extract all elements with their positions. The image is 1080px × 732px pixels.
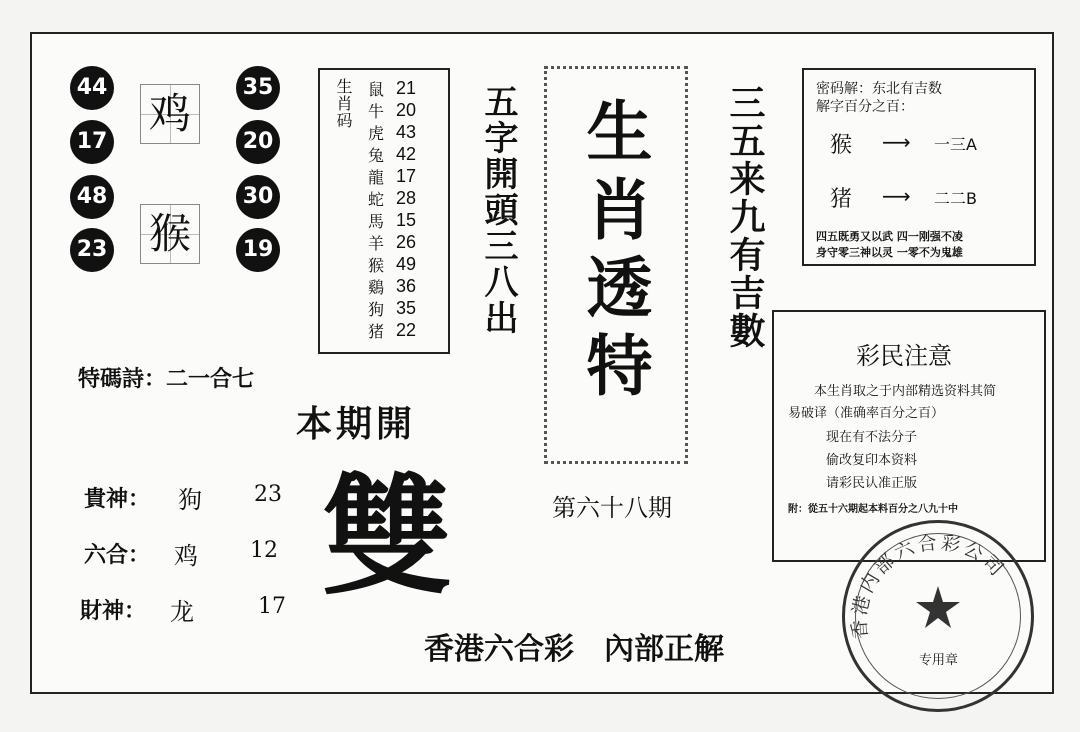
password-verse-2: 身守零三神以灵 一零不为鬼雄 (816, 246, 963, 259)
notice-title: 彩民注意 (856, 342, 952, 370)
god-label: 六合： (84, 543, 151, 568)
password-line-1: 密码解：东北有吉数 (816, 81, 942, 97)
god-label: 貴神： (84, 487, 151, 512)
number-ball: 23 (70, 228, 114, 272)
stamp-center-text: 专用章 (919, 653, 959, 668)
god-animal: 鸡 (174, 542, 198, 570)
list-item (368, 253, 436, 275)
zodiac-number: 28 (396, 187, 417, 208)
arrow-icon: ⟶ (882, 130, 911, 154)
issue-number: 第六十八期 (552, 494, 672, 522)
list-item (368, 165, 436, 187)
password-result: 一三A (934, 135, 977, 154)
this-issue-label: 本期開 (296, 403, 417, 445)
god-animal: 龙 (170, 598, 194, 626)
five-char-hint: 五字開頭三八出 (478, 84, 518, 336)
god-value: 23 (254, 482, 282, 507)
zodiac-number: 20 (396, 99, 417, 120)
list-item (368, 209, 436, 231)
zodiac-number: 35 (396, 297, 417, 318)
list-item (368, 187, 436, 209)
list-item (368, 231, 436, 253)
zodiac-name: 馬 (368, 211, 385, 231)
zodiac-name: 鼠 (368, 79, 385, 99)
big-character: 雙 (322, 460, 453, 613)
zodiac-number: 36 (396, 275, 417, 296)
password-result: 二二B (934, 189, 977, 208)
god-value: 17 (258, 594, 286, 619)
list-item (368, 143, 436, 165)
zodiac-number: 49 (396, 253, 417, 274)
zodiac-number: 42 (396, 143, 417, 164)
zodiac-name: 猴 (368, 255, 385, 275)
notice-line: 现在有不法分子 (826, 430, 918, 445)
number-ball: 30 (236, 175, 280, 219)
main-title-box (544, 66, 688, 464)
number-ball: 20 (236, 120, 280, 164)
grid-char-rooster: 鸡 (140, 84, 200, 144)
special-poem: 特碼詩：二一合七 (78, 366, 255, 392)
password-verse-1: 四五既勇又以武 四一刚强不凌 (816, 230, 963, 243)
password-animal: 猴 (830, 133, 853, 158)
list-item (368, 319, 436, 341)
zodiac-code-box (318, 68, 450, 354)
zodiac-name: 龍 (368, 167, 385, 187)
zodiac-number: 17 (396, 165, 417, 186)
grid-char-monkey: 猴 (140, 204, 200, 264)
zodiac-name: 狗 (368, 299, 385, 319)
god-label: 財神： (80, 599, 147, 624)
zodiac-name: 虎 (368, 123, 385, 143)
password-animal: 猪 (830, 187, 853, 212)
stamp-ring-text: 香港内部六合彩公司 (848, 531, 1010, 640)
notice-line: 偷改复印本资料 (826, 453, 918, 468)
notice-line: 本生肖取之于内部精选资料其简 (814, 384, 997, 399)
main-title: 生肖透特 (575, 97, 653, 409)
three-five-hint: 三五来九有吉數 (724, 84, 766, 350)
stamp-svg (842, 520, 1034, 712)
zodiac-number: 26 (396, 231, 417, 252)
number-ball: 17 (70, 120, 114, 164)
password-line-2: 解字百分之百： (816, 99, 914, 115)
list-item (368, 99, 436, 121)
footer-title: 香港六合彩 內部正解 (424, 632, 724, 667)
number-ball: 48 (70, 175, 114, 219)
notice-line: 请彩民认准正版 (826, 476, 918, 491)
zodiac-name: 兔 (368, 145, 385, 165)
password-box (802, 68, 1036, 266)
arrow-icon: ⟶ (882, 184, 911, 208)
number-ball: 44 (70, 66, 114, 110)
notice-line: 易破译（准确率百分之百） (788, 406, 945, 421)
zodiac-name: 猪 (368, 321, 385, 341)
number-ball: 19 (236, 228, 280, 272)
number-ball: 35 (236, 66, 280, 110)
zodiac-code-title: 生肖码 (334, 78, 353, 129)
god-animal: 狗 (178, 486, 202, 514)
god-value: 12 (250, 538, 278, 563)
zodiac-name: 羊 (368, 233, 385, 253)
list-item (368, 297, 436, 319)
zodiac-number: 22 (396, 319, 417, 340)
company-stamp (842, 520, 1034, 712)
list-item (368, 275, 436, 297)
notice-note: 附：從五十六期起本料百分之八九十中 (788, 504, 958, 515)
zodiac-number: 15 (396, 209, 417, 230)
list-item (368, 121, 436, 143)
list-item (368, 77, 436, 99)
zodiac-number: 43 (396, 121, 417, 142)
zodiac-name: 蛇 (368, 189, 385, 209)
zodiac-name: 鷄 (368, 277, 385, 297)
zodiac-code-list (368, 77, 436, 341)
zodiac-name: 牛 (368, 101, 385, 121)
zodiac-number: 21 (396, 77, 417, 98)
star-icon (916, 586, 960, 628)
